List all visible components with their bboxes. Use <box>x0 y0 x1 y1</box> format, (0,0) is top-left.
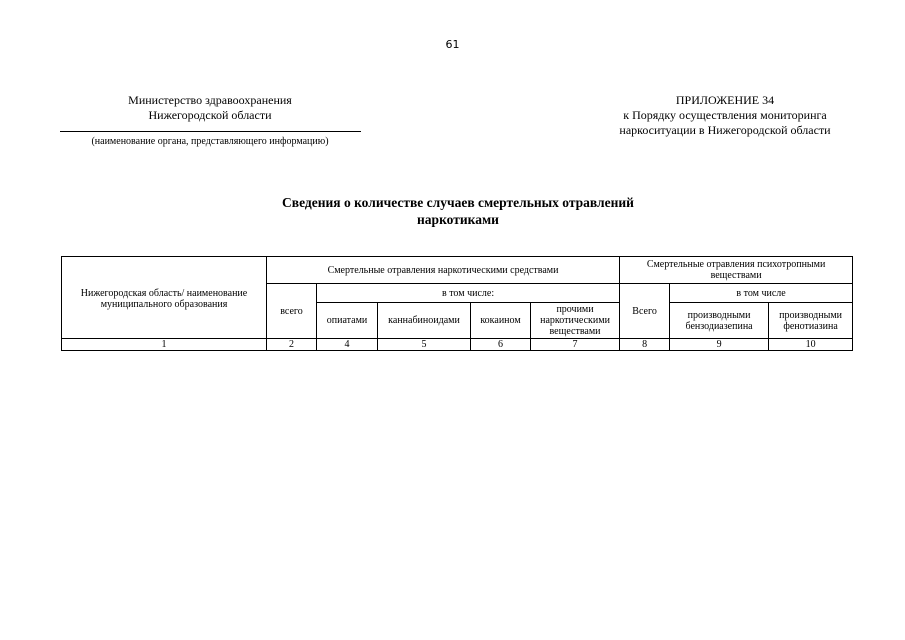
appendix-line-3: наркоситуации в Нижегородской области <box>619 123 831 137</box>
header-other-narcotics: прочими наркотическими веществами <box>531 303 620 339</box>
header-cannabinoids: каннабиноидами <box>378 303 471 339</box>
column-number: 7 <box>531 339 620 351</box>
appendix-line-1: ПРИЛОЖЕНИЕ 34 <box>675 93 775 107</box>
header-narcotic-total: всего <box>267 284 317 339</box>
header-region: Нижегородская область/ наименование муниципального образования <box>62 257 267 339</box>
organization-name <box>60 93 360 123</box>
organization-caption: (наименование органа, представляющего информацию) <box>91 136 329 147</box>
header-benzodiazepine: производными бензодиазепина <box>670 303 769 339</box>
organization-line-1: Министерство здравоохранения <box>128 93 292 107</box>
column-number: 4 <box>317 339 378 351</box>
column-number: 5 <box>378 339 471 351</box>
page-number: 61 <box>445 38 460 51</box>
header-narcotic-including: в том числе: <box>317 284 620 303</box>
document-title-line-2: наркотиками <box>417 212 499 227</box>
column-number: 2 <box>267 339 317 351</box>
appendix-line-2: к Порядку осуществления мониторинга <box>623 108 827 122</box>
column-number: 1 <box>62 339 267 351</box>
header-narcotic-poisonings: Смертельные отравления наркотическими средствами <box>267 257 620 284</box>
header-psychotropic-total: Всего <box>620 284 670 339</box>
column-number: 8 <box>620 339 670 351</box>
header-phenothiazine: производными фенотиазина <box>769 303 853 339</box>
header-psychotropic-including: в том числе <box>670 284 853 303</box>
column-number: 9 <box>670 339 769 351</box>
appendix-heading <box>580 93 870 138</box>
header-opiates: опиатами <box>317 303 378 339</box>
header-cocaine: кокаином <box>471 303 531 339</box>
report-table <box>61 256 853 351</box>
document-title-line-1: Сведения о количестве случаев смертельных отравлений <box>282 195 634 210</box>
document-title <box>180 194 736 228</box>
column-number: 10 <box>769 339 853 351</box>
header-psychotropic-poisonings: Смертельные отравления психотропными веществами <box>620 257 853 284</box>
organization-line-2: Нижегородской области <box>148 108 272 122</box>
organization-underline <box>60 131 361 132</box>
column-numbers-row <box>62 339 853 351</box>
column-number: 6 <box>471 339 531 351</box>
